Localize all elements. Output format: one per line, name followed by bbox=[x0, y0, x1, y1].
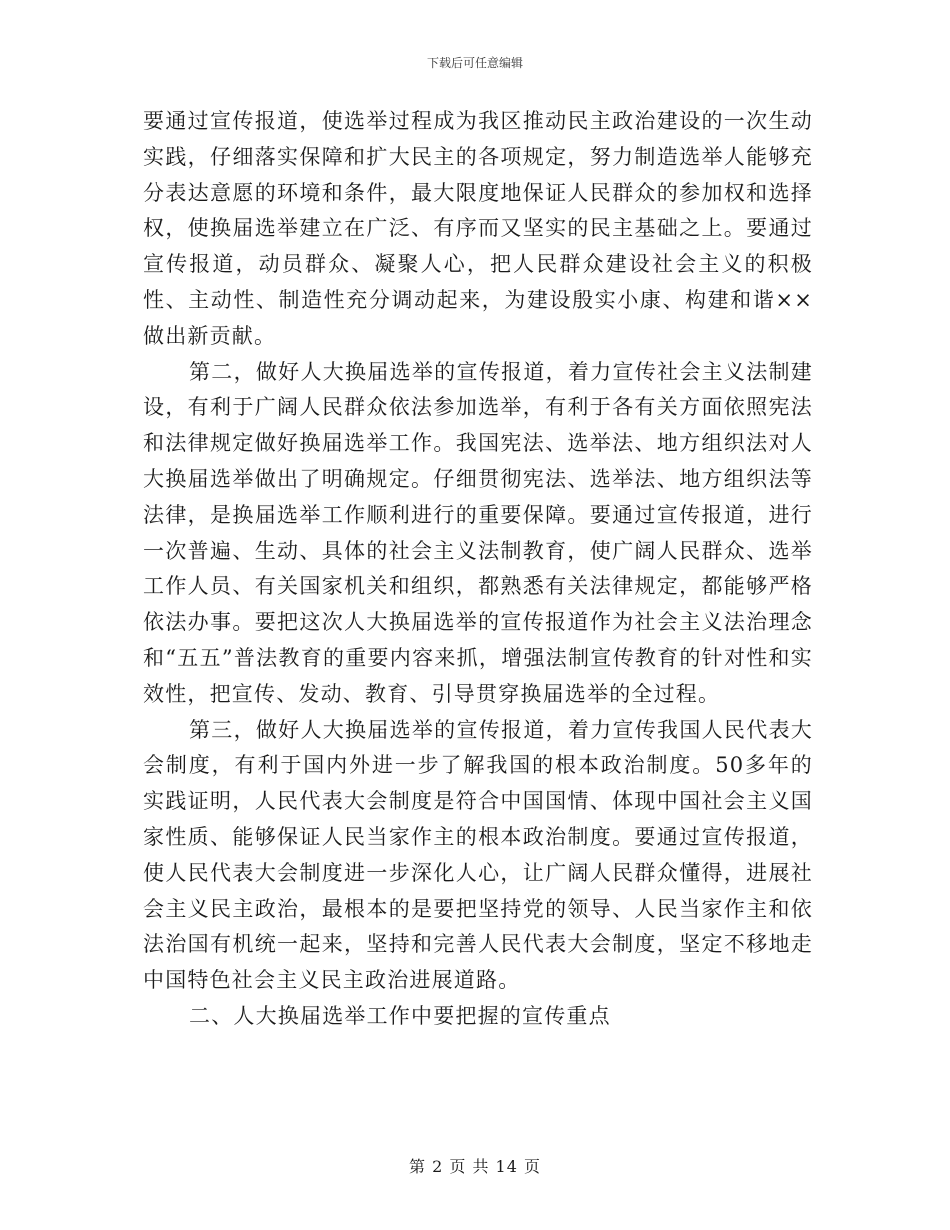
section-heading: 二、人大换届选举工作中要把握的宣传重点 bbox=[189, 1003, 611, 1028]
paragraph-second-point: 第二，做好人大换届选举的宣传报道，着力宣传社会主义法制建设，有利于广阔人民群众依法参加选举，有利于各有关方面依照宪法和法律规定做好换届选举工作。我国宪法、选举法、地方组织法对人大换届选举做出了明确规定。仔细贯彻宪法、选举法、地方组织法等法律，是换届选举工作顺利进行的重要保障。要通过宣传报道，进行一次普遍、生动、具体的社会主义法制教育，使广阔人民群众、选举工作人员、有关国家机关和组织，都熟悉有关法律规定，都能够严格依法办事。要把这次人大换届选举的宣传报道作为社会主义法治理念和“五五”普法教育的重要内容来抓，增强法制宣传教育的针对性和实效性，把宣传、发动、教育、引导贯穿换届选举的全过程。 bbox=[143, 359, 813, 706]
page-number: 第 2 页 共 14 页 bbox=[409, 1157, 541, 1176]
page-header: 下载后可任意编辑 bbox=[426, 56, 523, 70]
paragraph-third-point: 第三，做好人大换届选举的宣传报道，着力宣传我国人民代表大会制度，有利于国内外进一步了解我国的根本政治制度。50多年的实践证明，人民代表大会制度是符合中国国情、体现中国社会主义国家性质、能够保证人民当家作主的根本政治制度。要通过宣传报道，使人民代表大会制度进一步深化人心，让广阔人民群众懂得，进展社会主义民主政治，最根本的是要把坚持党的领导、人民当家作主和依法治国有机统一起来，坚持和完善人民代表大会制度，坚定不移地走中国特色社会主义民主政治进展道路。 bbox=[143, 717, 813, 993]
document-body bbox=[143, 104, 813, 1035]
paragraph-continuation: 要通过宣传报道，使选举过程成为我区推动民主政治建设的一次生动实践，仔细落实保障和扩大民主的各项规定，努力制造选举人能够充分表达意愿的环境和条件，最大限度地保证人民群众的参加权和选择权，使换届选举建立在广泛、有序而又坚实的民主基础之上。要通过宣传报道，动员群众、凝聚人心，把人民群众建设社会主义的积极性、主动性、制造性充分调动起来，为建设殷实小康、构建和谐××做出新贡献。 bbox=[143, 109, 813, 348]
